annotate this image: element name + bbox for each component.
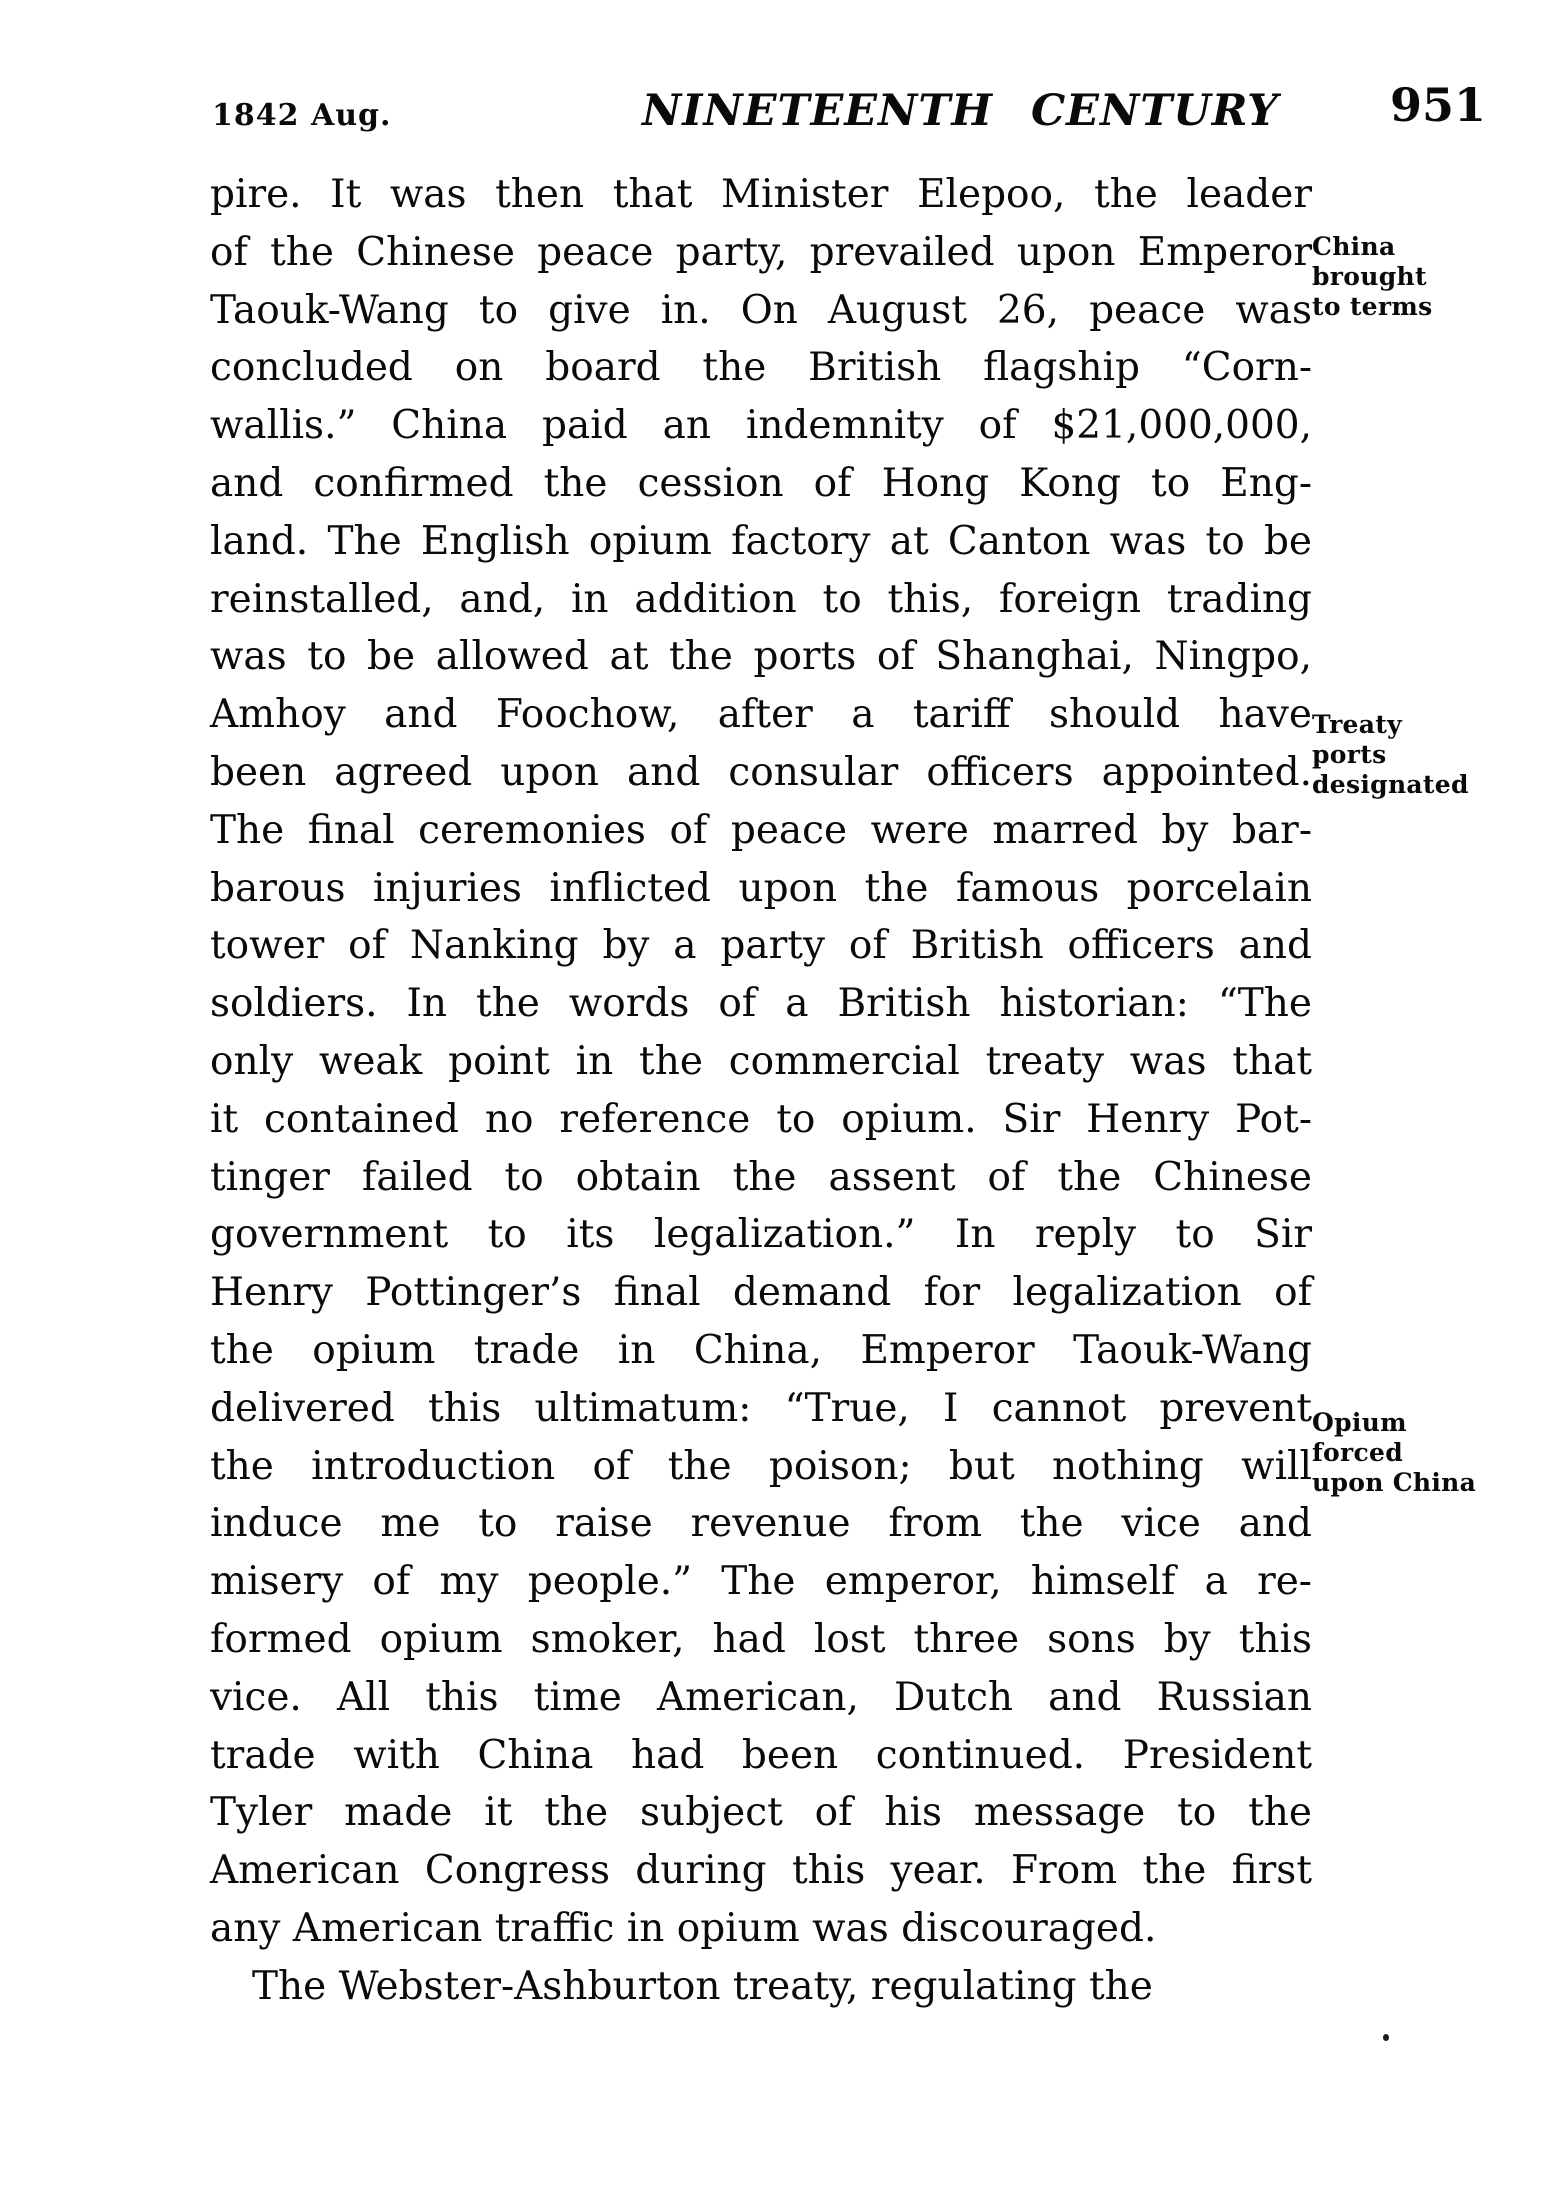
body-line: concluded on board the British flagship “Corn- xyxy=(210,345,1312,391)
running-header-title: NINETEENTH CENTURY xyxy=(642,86,1279,136)
body-line: American Congress during this year. From the first xyxy=(210,1848,1312,1894)
margin-note-line: China xyxy=(1312,232,1396,261)
body-line: wallis.” China paid an indemnity of $21,000,000, xyxy=(210,403,1312,449)
body-line: barous injuries inflicted upon the famous porcelain xyxy=(210,865,1312,911)
body-line: Tyler made it the subject of his message to the xyxy=(210,1790,1312,1836)
body-line: misery of my people.” The emperor, himself a re- xyxy=(210,1559,1312,1605)
body-line: Taouk-Wang to give in. On August 26, peace was xyxy=(210,287,1312,333)
body-line: any American traffic in opium was discouraged. xyxy=(210,1905,1157,1951)
body-line: delivered this ultimatum: “True, I cannot prevent xyxy=(210,1385,1312,1431)
body-line: it contained no reference to opium. Sir Henry Pot- xyxy=(210,1096,1312,1142)
body-line: of the Chinese peace party, prevailed upon Emperor xyxy=(210,229,1312,275)
margin-note-line: upon China xyxy=(1312,1468,1477,1497)
body-line: formed opium smoker, had lost three sons by this xyxy=(210,1616,1312,1662)
page-number: 951 xyxy=(1390,78,1487,132)
body-line: been agreed upon and consular officers appointed. xyxy=(210,749,1312,795)
running-header-date: 1842 Aug. xyxy=(212,98,392,133)
body-line: the introduction of the poison; but nothing will xyxy=(210,1443,1312,1489)
body-line: tower of Nanking by a party of British officers and xyxy=(210,923,1312,969)
body-line-paragraph-start: The Webster-Ashburton treaty, regulating the xyxy=(252,1963,1153,2009)
margin-note-line: brought xyxy=(1312,262,1427,291)
body-line: the opium trade in China, Emperor Taouk-Wang xyxy=(210,1327,1312,1373)
margin-note-line: to terms xyxy=(1312,292,1433,321)
margin-note-line: ports xyxy=(1312,740,1387,769)
body-line: trade with China had been continued. President xyxy=(210,1732,1312,1778)
body-line: induce me to raise revenue from the vice and xyxy=(210,1501,1312,1547)
body-line: soldiers. In the words of a British historian: “The xyxy=(210,981,1312,1027)
margin-note-line: designated xyxy=(1312,770,1469,799)
body-text-column xyxy=(210,166,1312,2016)
body-line: Amhoy and Foochow, after a tariff should have xyxy=(210,692,1312,738)
body-line: only weak point in the commercial treaty was that xyxy=(210,1038,1312,1084)
margin-note-treaty-ports-designated xyxy=(1312,710,1532,800)
body-line: reinstalled, and, in addition to this, foreign trading xyxy=(210,576,1312,622)
body-line: tinger failed to obtain the assent of the Chinese xyxy=(210,1154,1312,1200)
body-line: and confirmed the cession of Hong Kong to Eng- xyxy=(210,460,1312,506)
margin-note-line: Opium xyxy=(1312,1408,1407,1437)
margin-note-line: forced xyxy=(1312,1438,1404,1467)
margin-note-opium-forced-upon-china xyxy=(1312,1408,1532,1498)
body-line: The final ceremonies of peace were marred by bar- xyxy=(210,807,1312,853)
body-line: vice. All this time American, Dutch and Russian xyxy=(210,1674,1312,1720)
margin-note-line: Treaty xyxy=(1312,710,1402,739)
body-line: land. The English opium factory at Canton was to be xyxy=(210,518,1312,564)
stray-ink-dot xyxy=(1383,2034,1389,2041)
margin-note-china-brought-to-terms xyxy=(1312,232,1532,322)
body-line: government to its legalization.” In reply to Sir xyxy=(210,1212,1312,1258)
body-line: pire. It was then that Minister Elepoo, the leader xyxy=(210,172,1312,217)
body-line: was to be allowed at the ports of Shanghai, Ningpo, xyxy=(210,634,1312,680)
body-line: Henry Pottinger’s final demand for legalization of xyxy=(210,1270,1312,1316)
